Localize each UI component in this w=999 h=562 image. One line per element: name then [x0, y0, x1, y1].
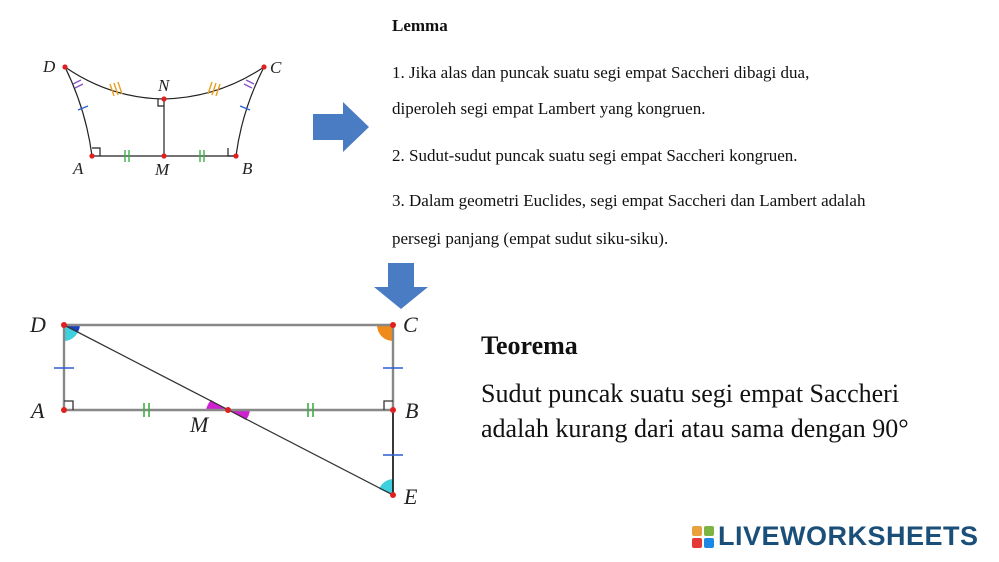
label-e: E — [404, 484, 418, 509]
label-d: D — [43, 57, 56, 76]
lemma-title: Lemma — [392, 16, 448, 35]
lemma-line-1: 1. Jika alas dan puncak suatu segi empat Saccheri dibagi dua, — [392, 63, 810, 82]
liveworksheets-logo — [692, 521, 979, 552]
label-c: C — [270, 58, 282, 77]
lemma-line-2: diperoleh segi empat Lambert yang kongruen. — [392, 99, 706, 118]
arrow-right-icon — [311, 100, 371, 154]
brand-logo-icon — [692, 526, 714, 548]
label-m: M — [155, 160, 170, 179]
teorema-title: Teorema — [481, 331, 578, 360]
teorema-line-1: Sudut puncak suatu segi empat Saccheri — [481, 379, 900, 408]
brand-text: LIVEWORKSHEETS — [718, 521, 979, 551]
label-b: B — [405, 398, 419, 423]
saccheri-quadrilateral-figure — [30, 50, 300, 190]
label-a: A — [31, 398, 45, 423]
label-c: C — [403, 312, 418, 337]
arrow-down-icon — [372, 261, 430, 311]
lemma-line-4: 3. Dalam geometri Euclides, segi empat Saccheri dan Lambert adalah — [392, 191, 866, 210]
label-b: B — [242, 159, 253, 178]
lemma-line-5: persegi panjang (empat sudut siku-siku). — [392, 229, 669, 248]
label-d: D — [30, 312, 46, 337]
teorema-line-2: adalah kurang dari atau sama dengan 90° — [481, 414, 909, 443]
label-n: N — [158, 76, 170, 95]
lemma-line-3: 2. Sudut-sudut puncak suatu segi empat Saccheri kongruen. — [392, 146, 798, 165]
label-a: A — [73, 159, 84, 178]
label-m: M — [190, 412, 209, 437]
rectangle-diagonal-figure — [20, 305, 440, 515]
